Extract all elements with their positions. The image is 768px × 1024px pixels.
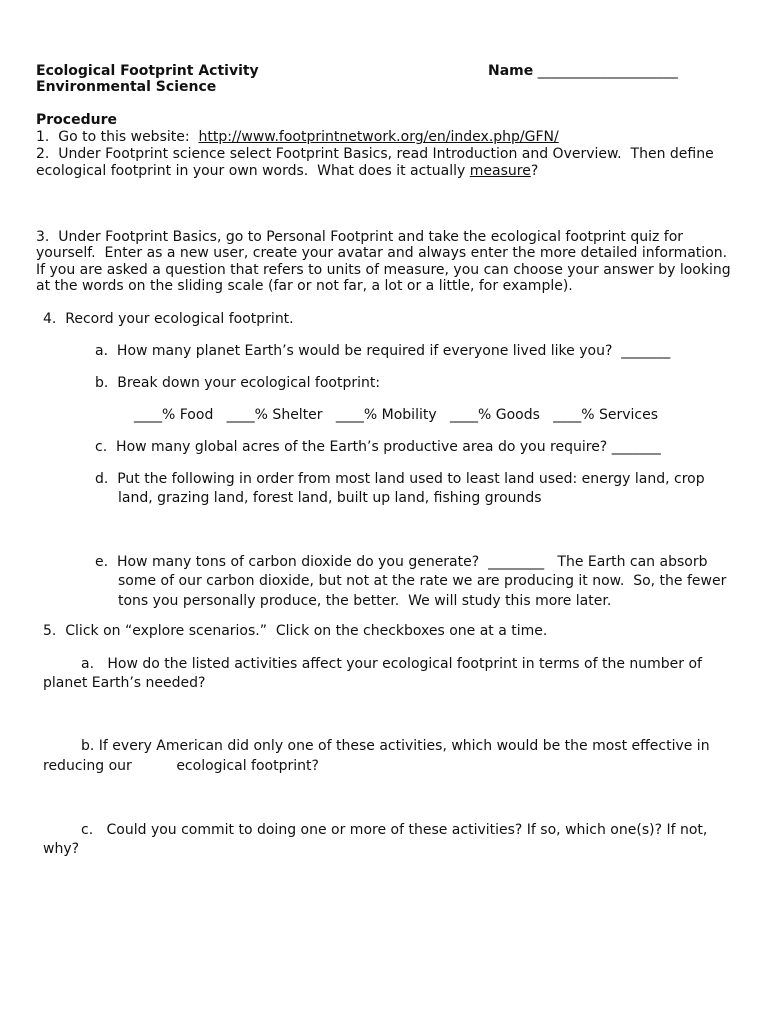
question-4d: d. Put the following in order from most land used to least land used: energy land, crop (95, 471, 705, 487)
worksheet-title: Ecological Footprint Activity (36, 63, 259, 79)
step-3-line: 3. Under Footprint Basics, go to Personal Footprint and take the ecological footprint quiz for (36, 229, 684, 245)
name-blank: ____________________ (537, 63, 678, 79)
procedure-heading: Procedure (36, 112, 117, 128)
step-1-text: 1. Go to this website: (36, 129, 199, 145)
question-5a: a. How do the listed activities affect your ecological footprint in terms of the number of (81, 656, 702, 672)
step-2-line-2 (36, 163, 538, 179)
question-4b: b. Break down your ecological footprint: (95, 375, 381, 391)
name-label: Name (488, 63, 534, 79)
step-2-question-mark: ? (530, 163, 539, 179)
subject-heading: Environmental Science (36, 79, 217, 95)
step-2-text: ecological footprint in your own words. What does it actually (36, 163, 470, 179)
step-3-line: If you are asked a question that refers to units of measure, you can choose your answer by looking (36, 262, 731, 278)
question-4e-cont: tons you personally produce, the better. We will study this more later. (118, 593, 612, 609)
step-1 (36, 129, 559, 145)
step-5: 5. Click on “explore scenarios.” Click on the checkboxes one at a time. (43, 623, 548, 639)
question-4d-cont: land, grazing land, forest land, built up land, fishing grounds (118, 490, 542, 506)
question-4a: a. How many planet Earth’s would be required if everyone lived like you? _______ (95, 343, 671, 359)
measure-underlined: measure (469, 163, 531, 179)
step-4: 4. Record your ecological footprint. (43, 311, 294, 327)
question-4e: e. How many tons of carbon dioxide do you generate? ________ The Earth can absorb (95, 554, 708, 570)
footprint-breakdown: ____% Food ____% Shelter ____% Mobility ____% Goods ____% Services (134, 407, 659, 423)
step-3-line: yourself. Enter as a new user, create your avatar and always enter the more detailed information. (36, 245, 728, 261)
question-5c-cont: why? (43, 841, 80, 857)
name-field (488, 63, 678, 79)
question-5b: b. If every American did only one of these activities, which would be the most effective in (81, 738, 710, 754)
question-5b-cont: reducing our ecological footprint? (43, 758, 319, 774)
step-2-line-1: 2. Under Footprint science select Footprint Basics, read Introduction and Overview. Then define (36, 146, 714, 162)
question-4c: c. How many global acres of the Earth’s productive area do you require? _______ (95, 439, 661, 455)
question-5a-cont: planet Earth’s needed? (43, 675, 206, 691)
question-4e-cont: some of our carbon dioxide, but not at the rate we are producing it now. So, the fewer (118, 573, 727, 589)
step-3-line: at the words on the sliding scale (far or not far, a lot or a little, for example). (36, 278, 573, 294)
question-5c: c. Could you commit to doing one or more of these activities? If so, which one(s)? If not, (81, 822, 708, 838)
footprint-network-link[interactable]: http://www.footprintnetwork.org/en/index.php/GFN/ (198, 129, 559, 145)
